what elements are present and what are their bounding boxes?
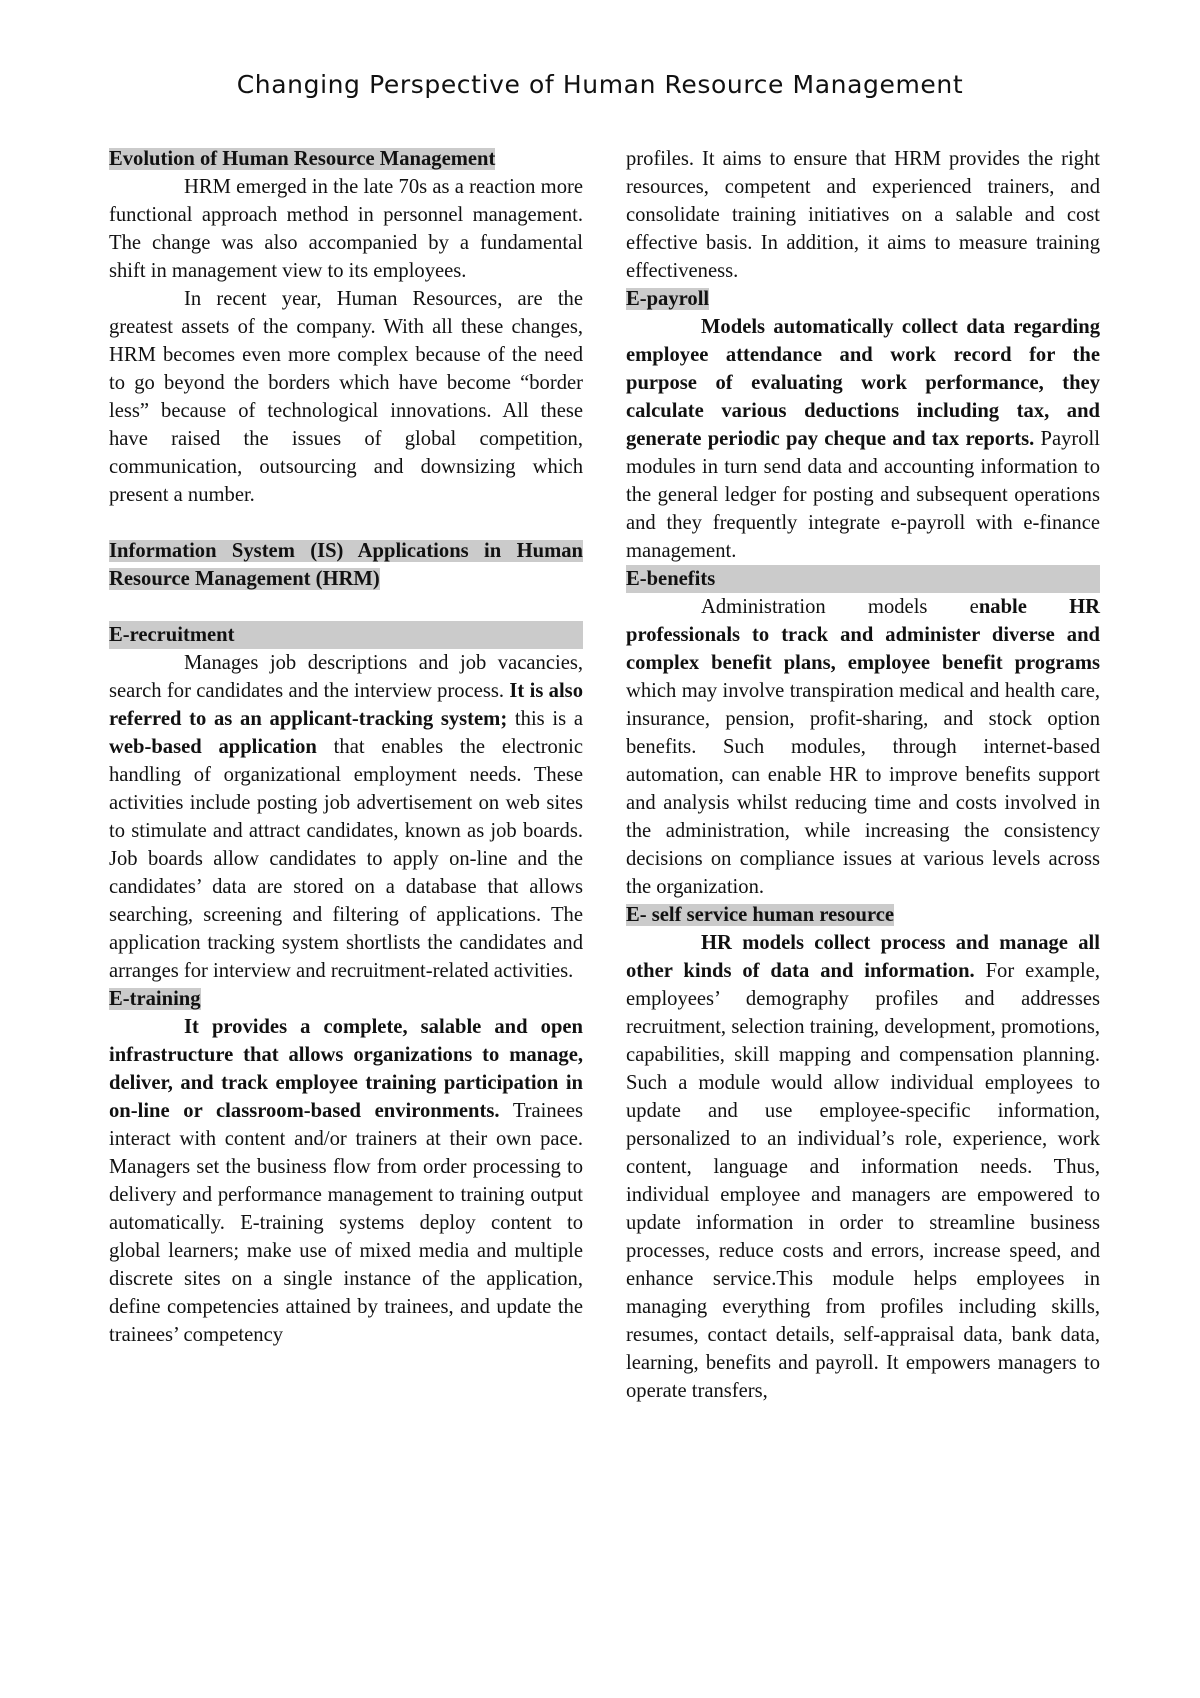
ebenefits-paragraph xyxy=(626,593,1100,901)
bold-run: HR models collect process and manage all other kinds of data and information. xyxy=(626,932,1100,982)
spacer xyxy=(109,593,583,621)
epayroll-paragraph xyxy=(626,313,1100,565)
section-heading-eself-service xyxy=(626,901,1100,929)
text-run: Administration models e xyxy=(701,596,979,618)
bold-run: It is also referred to as an applicant-tracking system; xyxy=(109,680,583,730)
text-run: which may involve transpiration medical and health care, insurance, pension, profit-sharing, and stock option benefits. Such modules, through internet-based automation, can enable HR to improve benefits support and analysis whilst reducing time and costs involved in the administration, while increasing the consistency decisions on compliance issues at various levels across the organization. xyxy=(626,680,1100,898)
text-run: Manages job descriptions and job vacancies, search for candidates and the interview process. xyxy=(109,652,583,702)
page-title: Changing Perspective of Human Resource Management xyxy=(236,70,964,99)
section-heading-etraining xyxy=(109,985,583,1013)
section-heading-evolution xyxy=(109,145,583,173)
text-run: that enables the electronic handling of organizational employment needs. These activities include posting job advertisement on web sites to stimulate and attract candidates, known as job boards. Job boards allow candidates to apply on-line and the candidates’ data are stored on a database that allows searching, screening and filtering of applications. The application tracking system shortlists the candidates and arranges for interview and recruitment-related activities. xyxy=(109,736,583,982)
spacer xyxy=(109,509,583,537)
bold-run: Models automatically collect data regarding employee attendance and work record for the purpose of evaluating work performance, they calculate various deductions including tax, and generate periodic pay cheque and tax reports. xyxy=(626,316,1100,450)
section-heading-erecruitment: E-recruitment xyxy=(109,621,583,649)
heading-text: Information System (IS) Applications in Human Resource Management (HRM) xyxy=(109,540,583,590)
text-run: For example, employees’ demography profiles and addresses recruitment, selection training, development, promotions, capabilities, skill mapping and compensation planning. Such a module would allow individual employees to update and use employee-specific information, personalized to an individual’s role, experience, work content, language and information needs. Thus, individual employee and managers are empowered to update information in order to streamline business processes, reduce costs and errors, increase speed, and enhance service.This module helps employees in managing everything from profiles including skills, resumes, contact details, self-appraisal data, bank data, learning, benefits and payroll. It empowers managers to operate transfers, xyxy=(626,960,1100,1402)
left-column xyxy=(109,145,583,1349)
etraining-continuation: profiles. It aims to ensure that HRM provides the right resources, competent and experienced trainers, and consolidate training initiatives on a salable and cost effective basis. In addition, it aims to measure training effectiveness. xyxy=(626,148,1100,282)
text-run: this is a xyxy=(507,708,584,730)
erecruitment-paragraph xyxy=(109,649,583,985)
heading-text: E-payroll xyxy=(626,288,710,310)
evolution-paragraph-1: HRM emerged in the late 70s as a reaction more functional approach method in personnel management. The change was also accompanied by a fundamental shift in management view to its employees. xyxy=(109,176,583,282)
section-heading-is-applications xyxy=(109,537,583,593)
section-heading-epayroll xyxy=(626,285,1100,313)
section-heading-ebenefits: E-benefits xyxy=(626,565,1100,593)
heading-text: E- self service human resource xyxy=(626,904,895,926)
right-column xyxy=(626,145,1100,1405)
bold-run: It provides a complete, salable and open infrastructure that allows organizations to manage, deliver, and track employee training participation in on-line or classroom-based environments. xyxy=(109,1016,583,1122)
etraining-paragraph xyxy=(109,1013,583,1349)
text-run: Payroll modules in turn send data and accounting information to the general ledger for posting and subsequent operations and they frequently integrate e-payroll with e-finance management. xyxy=(626,428,1100,562)
bold-run: nable HR professionals to track and administer diverse and complex benefit plans, employee benefit programs xyxy=(626,596,1101,674)
eself-service-paragraph xyxy=(626,929,1100,1405)
text-run: Trainees interact with content and/or trainers at their own pace. Managers set the business flow from order processing to delivery and performance management to training output automatically. E-training systems deploy content to global learners; make use of mixed media and multiple discrete sites on a single instance of the application, define competencies attained by trainees, and update the trainees’ competency xyxy=(109,1100,583,1346)
heading-text: E-training xyxy=(109,988,201,1010)
evolution-paragraph-2: In recent year, Human Resources, are the greatest assets of the company. With all these changes, HRM becomes even more complex because of the need to go beyond the borders which have become “border less” because of technological innovations. All these have raised the issues of global competition, communication, outsourcing and downsizing which present a number. xyxy=(109,288,583,506)
heading-text: Evolution of Human Resource Management xyxy=(109,148,496,170)
bold-run: web-based application xyxy=(109,736,317,758)
